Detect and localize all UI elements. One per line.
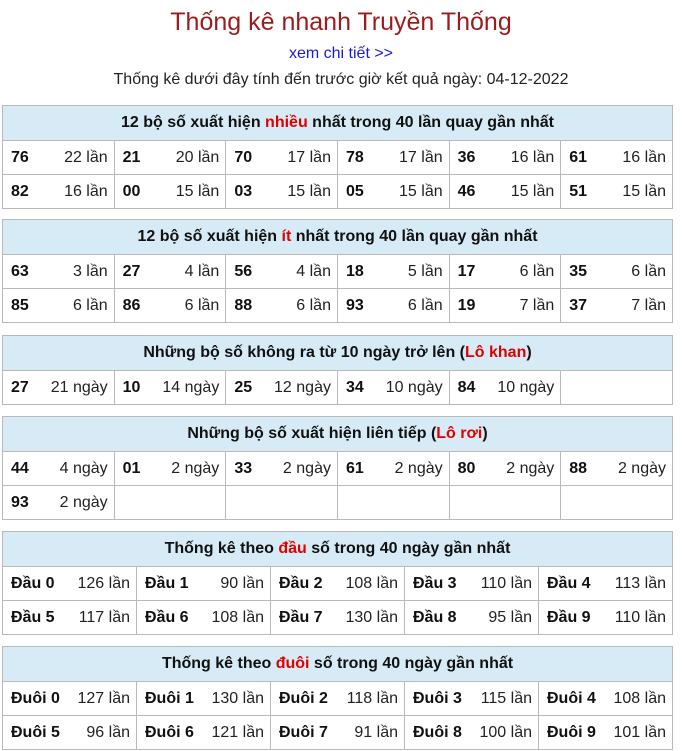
- stat-value: 2 ngày: [59, 493, 108, 511]
- stat-key: Đuôi 9: [547, 723, 596, 741]
- stat-key: 82: [11, 182, 29, 200]
- stat-key: 33: [234, 459, 253, 477]
- stat-key: Đầu 9: [547, 608, 591, 626]
- stat-key: 44: [11, 459, 29, 477]
- stat-value: 3 lần: [72, 262, 108, 280]
- stat-value: 4 ngày: [59, 459, 108, 477]
- stat-key: 10: [122, 378, 141, 396]
- stat-value: 6 lần: [296, 296, 331, 314]
- stat-cell: [114, 141, 226, 175]
- stat-value: 16 lần: [510, 148, 555, 166]
- stat-cell: [561, 141, 673, 175]
- stat-cell: [405, 716, 539, 750]
- stat-value: 110 lần: [480, 574, 532, 592]
- stat-cell: [405, 682, 539, 716]
- stat-cell: [114, 175, 226, 209]
- stat-cell: [405, 601, 539, 635]
- stat-key: 19: [457, 296, 476, 314]
- date-note-date: 04-12-2022: [486, 71, 569, 88]
- stat-value: 12 ngày: [274, 378, 331, 396]
- stat-key: 34: [345, 378, 364, 396]
- stat-cell: [271, 601, 405, 635]
- stat-key: Đuôi 8: [413, 723, 462, 741]
- stat-cell: [337, 486, 449, 520]
- stat-key: Đầu 0: [11, 574, 55, 592]
- stat-cell: [114, 371, 226, 405]
- stat-cell: [3, 716, 137, 750]
- stat-key: 36: [457, 148, 476, 166]
- stat-value: 110 lần: [614, 608, 666, 626]
- date-note: [0, 70, 682, 90]
- stat-value: 2 ngày: [282, 459, 331, 477]
- stat-cell: [561, 289, 673, 323]
- stat-cell: [271, 682, 405, 716]
- stat-value: 95 lần: [488, 608, 532, 626]
- stat-key: Đuôi 3: [413, 689, 462, 707]
- stat-value: 5 lần: [407, 262, 443, 280]
- stat-key: 51: [569, 182, 588, 200]
- stat-key: 35: [569, 262, 588, 280]
- stat-key: 86: [122, 296, 141, 314]
- stat-value: 22 lần: [64, 148, 108, 166]
- stat-cell: [3, 601, 137, 635]
- stat-cell: [226, 175, 338, 209]
- stat-key: 25: [234, 378, 253, 396]
- stat-cell: [539, 716, 673, 750]
- lo-roi-title: Những bộ số xuất hiện liên tiếp (Lô rơi): [3, 417, 673, 452]
- stat-cell: [539, 567, 673, 601]
- stat-cell: [226, 452, 338, 486]
- stat-cell: [137, 716, 271, 750]
- stat-value: 100 lần: [479, 723, 532, 741]
- stat-value: 10 ngày: [385, 378, 443, 396]
- stat-key: Đầu 1: [145, 574, 189, 592]
- stat-key: Đầu 2: [279, 574, 323, 592]
- stat-value: 17 lần: [287, 148, 331, 166]
- stat-value: 121 lần: [211, 723, 264, 741]
- stat-value: 96 lần: [86, 723, 130, 741]
- stat-value: 2 ngày: [506, 459, 555, 477]
- table-row: [3, 682, 673, 716]
- stat-key: 46: [457, 182, 476, 200]
- stat-cell: [561, 255, 673, 289]
- stat-cell: [226, 371, 338, 405]
- page-title: Thống kê nhanh Truyền Thống: [170, 8, 512, 36]
- stat-cell: [114, 255, 226, 289]
- date-note-prefix: Thống kê dưới đây tính đến trước giờ kết quả ngày:: [113, 71, 487, 88]
- stat-cell: [3, 255, 115, 289]
- stat-value: 15 lần: [510, 182, 555, 200]
- stat-value: 15 lần: [175, 182, 220, 200]
- stat-key: 21: [122, 148, 141, 166]
- stat-cell: [561, 175, 673, 209]
- stat-key: Đuôi 5: [11, 723, 60, 741]
- stat-value: 108 lần: [211, 608, 264, 626]
- stat-value: 7 lần: [631, 296, 666, 314]
- stat-key: 70: [234, 148, 253, 166]
- stat-cell: [3, 371, 115, 405]
- stat-cell: [449, 486, 561, 520]
- stat-cell: [3, 567, 137, 601]
- stat-cell: [337, 371, 449, 405]
- stat-value: 126 lần: [77, 574, 130, 592]
- stat-value: 15 lần: [287, 182, 331, 200]
- stat-key: 61: [569, 148, 588, 166]
- stat-key: 01: [122, 459, 141, 477]
- stat-key: 61: [345, 459, 364, 477]
- table-row: [3, 601, 673, 635]
- stat-cell: [337, 289, 449, 323]
- stat-cell: [449, 175, 561, 209]
- most-frequent-title: 12 bộ số xuất hiện nhiều nhất trong 40 lần quay gần nhất: [3, 106, 673, 141]
- stat-value: 15 lần: [399, 182, 443, 200]
- stat-cell: [137, 682, 271, 716]
- stat-value: 4 lần: [296, 262, 331, 280]
- stat-cell: [226, 289, 338, 323]
- stat-key: 88: [569, 459, 588, 477]
- stat-cell: [3, 289, 115, 323]
- duoi-stats-table: [2, 646, 673, 750]
- stat-key: 17: [457, 262, 476, 280]
- dau-stats-title: Thống kê theo đầu số trong 40 ngày gần nhất: [3, 532, 673, 567]
- stat-cell: [449, 452, 561, 486]
- table-row: [3, 141, 673, 175]
- stat-cell: [539, 682, 673, 716]
- table-row: [3, 371, 673, 405]
- lo-roi-table: [2, 416, 673, 520]
- stat-value: 91 lần: [354, 723, 398, 741]
- stat-cell: [114, 486, 226, 520]
- stat-value: 6 lần: [184, 296, 220, 314]
- stat-key: 78: [345, 148, 364, 166]
- stat-value: 16 lần: [64, 182, 108, 200]
- stat-cell: [3, 486, 115, 520]
- stat-key: 00: [122, 182, 141, 200]
- stat-key: Đuôi 7: [279, 723, 328, 741]
- dau-stats-table: [2, 531, 673, 635]
- stat-cell: [449, 371, 561, 405]
- stat-key: 93: [11, 493, 29, 511]
- stat-key: 27: [122, 262, 141, 280]
- stat-key: Đuôi 0: [11, 689, 60, 707]
- stat-cell: [337, 175, 449, 209]
- stat-cell: [337, 452, 449, 486]
- stat-cell: [226, 486, 338, 520]
- stat-key: 80: [457, 459, 476, 477]
- empty-cell: [561, 371, 673, 405]
- stat-cell: [337, 141, 449, 175]
- stat-cell: [114, 452, 226, 486]
- table-row: [3, 255, 673, 289]
- table-row: [3, 289, 673, 323]
- stat-value: 15 lần: [622, 182, 666, 200]
- stat-cell: [449, 255, 561, 289]
- duoi-stats-title: Thống kê theo đuôi số trong 40 ngày gần nhất: [3, 647, 673, 682]
- stat-value: 20 lần: [175, 148, 220, 166]
- lo-khan-table: [2, 335, 673, 405]
- stat-cell: [137, 601, 271, 635]
- stat-value: 130 lần: [345, 608, 398, 626]
- stat-value: 2 ngày: [617, 459, 666, 477]
- stat-value: 2 ngày: [171, 459, 220, 477]
- stat-cell: [561, 452, 673, 486]
- stat-value: 6 lần: [631, 262, 666, 280]
- stat-value: 90 lần: [220, 574, 264, 592]
- stat-key: Đuôi 1: [145, 689, 194, 707]
- table-row: [3, 716, 673, 750]
- stat-value: 6 lần: [407, 296, 443, 314]
- stat-key: 88: [234, 296, 253, 314]
- stat-value: 108 lần: [613, 689, 666, 707]
- stat-key: Đuôi 2: [279, 689, 328, 707]
- stat-key: 18: [345, 262, 364, 280]
- table-row: [3, 175, 673, 209]
- stat-cell: [337, 255, 449, 289]
- least-frequent-title: 12 bộ số xuất hiện ít nhất trong 40 lần quay gần nhất: [3, 220, 673, 255]
- stat-key: 76: [11, 148, 29, 166]
- stat-cell: [405, 567, 539, 601]
- stat-cell: [137, 567, 271, 601]
- stat-value: 127 lần: [77, 689, 130, 707]
- stat-value: 118 lần: [346, 689, 398, 707]
- stat-key: Đầu 8: [413, 608, 457, 626]
- stat-value: 117 lần: [78, 608, 130, 626]
- least-frequent-table: [2, 219, 673, 323]
- stat-key: 85: [11, 296, 29, 314]
- stat-cell: [226, 255, 338, 289]
- stat-value: 2 ngày: [394, 459, 443, 477]
- stat-cell: [3, 682, 137, 716]
- stat-cell: [226, 141, 338, 175]
- stat-cell: [449, 289, 561, 323]
- stat-value: 14 ngày: [162, 378, 220, 396]
- stat-key: Đuôi 6: [145, 723, 194, 741]
- stat-value: 108 lần: [345, 574, 398, 592]
- stat-key: 93: [345, 296, 364, 314]
- stat-key: 56: [234, 262, 253, 280]
- stat-cell: [271, 716, 405, 750]
- stat-key: 84: [457, 378, 476, 396]
- stat-cell: [539, 601, 673, 635]
- stat-value: 130 lần: [211, 689, 264, 707]
- stat-key: 63: [11, 262, 29, 280]
- most-frequent-table: [2, 105, 673, 209]
- lo-khan-title: Những bộ số không ra từ 10 ngày trở lên (Lô khan): [3, 336, 673, 371]
- table-row: [3, 567, 673, 601]
- stat-key: 03: [234, 182, 253, 200]
- stat-value: 21 ngày: [50, 378, 108, 396]
- stat-value: 101 lần: [613, 723, 666, 741]
- stat-key: Đầu 7: [279, 608, 323, 626]
- stat-cell: [271, 567, 405, 601]
- stat-key: Đầu 5: [11, 608, 55, 626]
- table-row: [3, 486, 673, 520]
- stat-key: Đầu 3: [413, 574, 457, 592]
- stat-value: 113 lần: [614, 574, 666, 592]
- stat-value: 6 lần: [72, 296, 108, 314]
- stat-value: 115 lần: [480, 689, 532, 707]
- stat-value: 17 lần: [399, 148, 443, 166]
- stat-cell: [3, 141, 115, 175]
- stat-cell: [3, 175, 115, 209]
- stat-key: Đầu 4: [547, 574, 591, 592]
- stat-cell: [561, 486, 673, 520]
- stat-value: 16 lần: [622, 148, 666, 166]
- stat-key: Đuôi 4: [547, 689, 596, 707]
- stat-value: 4 lần: [184, 262, 220, 280]
- page-header: [0, 0, 682, 98]
- stat-key: 05: [345, 182, 364, 200]
- table-row: [3, 452, 673, 486]
- stat-cell: [3, 452, 115, 486]
- stat-cell: [114, 289, 226, 323]
- stat-value: 6 lần: [519, 262, 555, 280]
- stat-cell: [449, 141, 561, 175]
- stat-value: 7 lần: [519, 296, 555, 314]
- stat-key: 27: [11, 378, 29, 396]
- stat-key: Đầu 6: [145, 608, 189, 626]
- stat-value: 10 ngày: [497, 378, 555, 396]
- stat-key: 37: [569, 296, 588, 314]
- view-detail-link[interactable]: xem chi tiết >>: [288, 45, 394, 62]
